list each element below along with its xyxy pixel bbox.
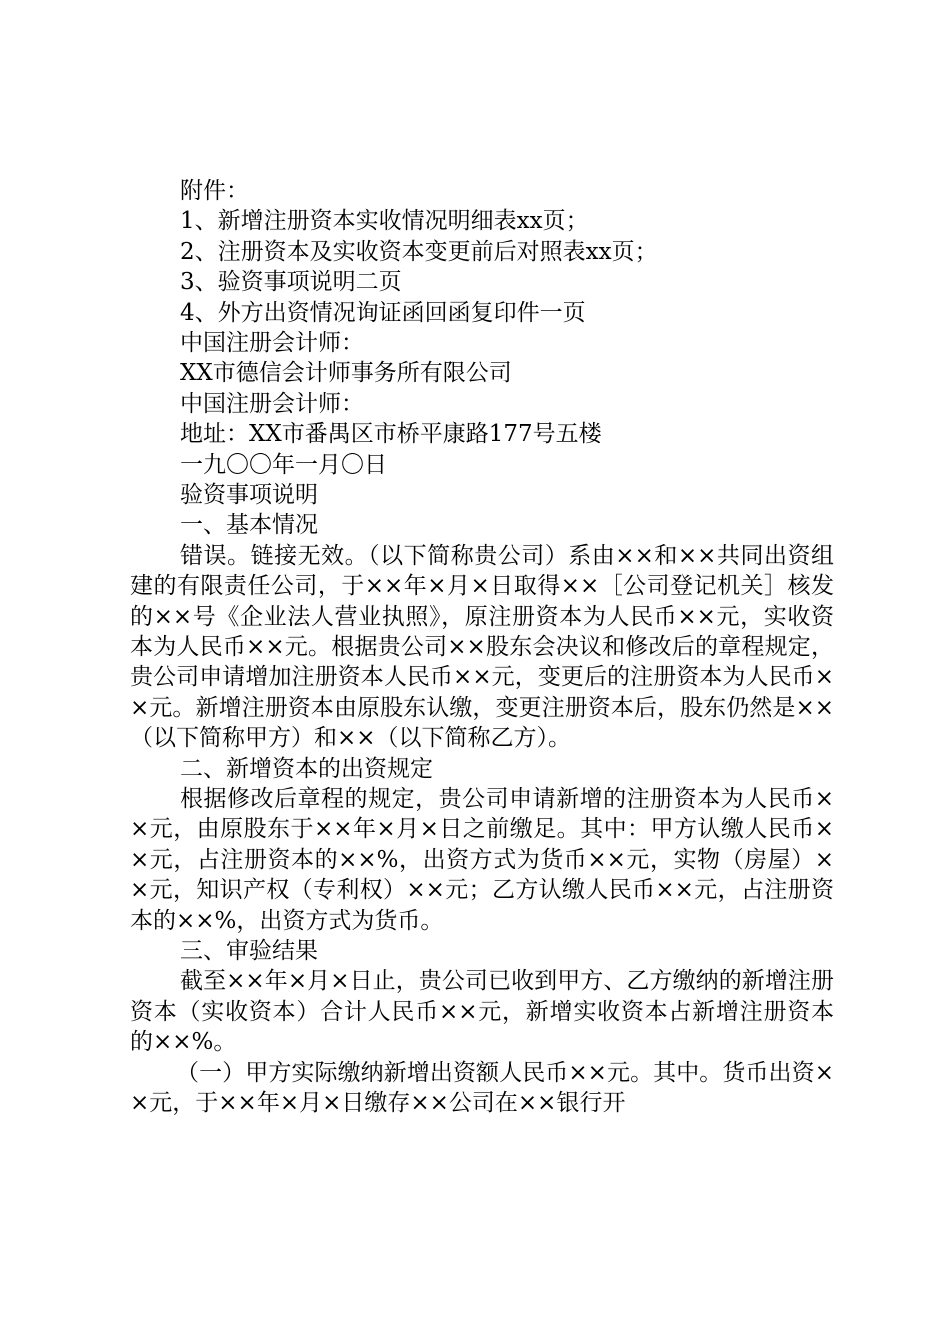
- section-1-heading: 一、基本情况: [180, 512, 318, 539]
- attachment-item-3: 3、验资事项说明二页: [180, 269, 402, 296]
- cpa-signature-label-2: 中国注册会计师：: [180, 390, 364, 417]
- section-3-paragraph: 截至××年×月×日止，贵公司已收到甲方、乙方缴纳的新增注册资本（实收资本）合计人民币××元，新增实收资本占新增注册资本的××%。: [130, 968, 834, 1056]
- section-3-heading: 三、审验结果: [180, 937, 318, 964]
- attachment-item-2: 2、注册资本及实收资本变更前后对照表xx页；: [180, 238, 658, 265]
- document-date: 一九〇〇年一月〇日: [180, 451, 387, 478]
- firm-address: 地址：XX市番禺区市桥平康路177号五楼: [180, 421, 602, 448]
- attachments-heading: 附件：: [180, 178, 249, 204]
- attachment-item-4: 4、外方出资情况询证函回函复印件一页: [180, 299, 586, 326]
- section-2-paragraph: 根据修改后章程的规定，贵公司申请新增的注册资本为人民币××元，由原股东于××年×月×日之前缴足。其中：甲方认缴人民币××元，占注册资本的××%，出资方式为货币××元，实物（房屋）××元，知识产权（专利权）××元；乙方认缴人民币××元，占注册资本的××%，出资方式为货币。: [130, 785, 834, 934]
- subsection-1-paragraph: （一）甲方实际缴纳新增出资额人民币××元。其中。货币出资××元，于××年×月×日缴存××公司在××银行开: [130, 1059, 834, 1116]
- section-title: 验资事项说明: [180, 481, 318, 508]
- attachment-item-1: 1、新增注册资本实收情况明细表xx页；: [180, 208, 589, 235]
- firm-name: XX市德信会计师事务所有限公司: [180, 360, 512, 387]
- section-2-heading: 二、新增资本的出资规定: [180, 755, 433, 782]
- cpa-signature-label-1: 中国注册会计师：: [180, 329, 364, 356]
- document-body: [130, 176, 834, 1118]
- section-1-paragraph: 错误。链接无效。（以下简称贵公司）系由××和××共同出资组建的有限责任公司，于××年×月×日取得××［公司登记机关］核发的××号《企业法人营业执照》，原注册资本为人民币××元，实收资本为人民币××元。根据贵公司××股东会决议和修改后的章程规定，贵公司申请增加注册资本人民币××元，变更后的注册资本为人民币××元。新增注册资本由原股东认缴，变更注册资本后，股东仍然是××（以下简称甲方）和××（以下简称乙方）。: [130, 542, 834, 752]
